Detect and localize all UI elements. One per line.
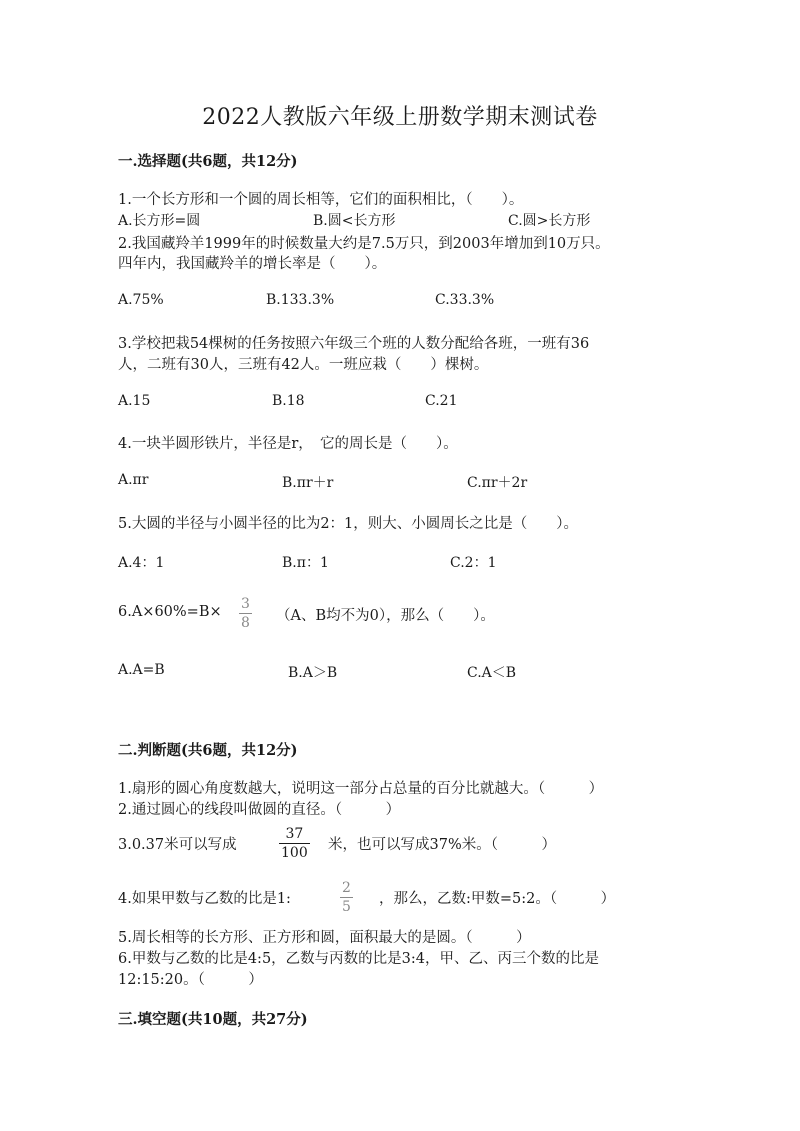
question-1-4: 4.一块半圆形铁片，半径是r， 它的周长是（ ）。: [118, 436, 458, 452]
section-heading-choice: 一.选择题(共6题，共12分): [118, 153, 298, 170]
fraction-bar: [279, 843, 310, 844]
question-1-3-line2: 人，二班有30人，三班有42人。一班应栽（ ）棵树。: [118, 357, 489, 373]
question-1-6-option-b: B.A＞B: [288, 665, 338, 681]
question-2-3-prefix: 3.0.37米可以写成: [118, 837, 237, 853]
question-1-6-option-c: C.A＜B: [467, 665, 517, 681]
section-heading-judgment: 二.判断题(共6题，共12分): [118, 742, 298, 759]
question-2-6-line2: 12:15:20。（ ）: [118, 972, 263, 988]
question-1-3-option-c: C.21: [425, 393, 458, 409]
question-1-4-option-c: C.πr＋2r: [467, 475, 528, 491]
question-1-3-option-b: B.18: [272, 393, 305, 409]
fraction-37-100: [279, 826, 310, 861]
question-1-5-option-b: B.π：1: [282, 555, 329, 571]
page-title: 2022人教版六年级上册数学期末测试卷: [202, 105, 598, 130]
question-1-5-option-a: A.4：1: [118, 555, 165, 571]
question-1-1: 1.一个长方形和一个圆的周长相等，它们的面积相比，（ ）。: [118, 192, 524, 208]
fraction-numerator: 3: [241, 596, 250, 612]
fraction-denominator: 8: [241, 615, 250, 631]
question-1-1-option-c: C.圆>长方形: [508, 213, 591, 229]
question-1-6-option-a: A.A=B: [118, 662, 165, 678]
question-2-5: 5.周长相等的长方形、正方形和圆，面积最大的是圆。（ ）: [118, 930, 531, 946]
question-1-2-line1: 2.我国藏羚羊1999年的时候数量大约是7.5万只，到2003年增加到10万只。: [118, 236, 610, 252]
question-2-6-line1: 6.甲数与乙数的比是4:5，乙数与丙数的比是3:4，甲、乙、丙三个数的比是: [118, 951, 600, 967]
question-1-2-line2: 四年内，我国藏羚羊的增长率是（ ）。: [118, 256, 387, 272]
question-1-6-suffix: （A、B均不为0），那么（ ）。: [276, 608, 495, 624]
question-1-5-option-c: C.2：1: [450, 555, 497, 571]
question-2-2: 2.通过圆心的线段叫做圆的直径。（ ）: [118, 802, 401, 818]
question-1-5: 5.大圆的半径与小圆半径的比为2：1，则大、小圆周长之比是（ ）。: [118, 516, 579, 532]
question-2-3-suffix: 米，也可以写成37%米。（ ）: [328, 837, 556, 853]
fraction-numerator: 2: [342, 880, 351, 896]
question-1-2-option-a: A.75%: [118, 292, 164, 308]
fraction-bar: [239, 613, 252, 614]
fraction-numerator: 37: [285, 826, 304, 842]
question-2-4-prefix: 4.如果甲数与乙数的比是1:: [118, 891, 291, 907]
fraction-denominator: 5: [342, 899, 351, 915]
question-1-4-option-a: A.πr: [118, 472, 149, 488]
question-1-1-option-a: A.长方形=圆: [118, 213, 201, 229]
question-1-3-option-a: A.15: [118, 393, 151, 409]
question-1-3-line1: 3.学校把栽54棵树的任务按照六年级三个班的人数分配给各班，一班有36: [118, 336, 590, 352]
section-heading-fill-blank: 三.填空题(共10题，共27分): [118, 1011, 308, 1028]
question-1-2-option-c: C.33.3%: [435, 292, 495, 308]
fraction-bar: [340, 897, 353, 898]
fraction-3-8: [239, 596, 252, 631]
question-1-4-option-b: B.πr＋r: [282, 475, 334, 491]
question-2-1: 1.扇形的圆心角度数越大，说明这一部分占总量的百分比就越大。（ ）: [118, 781, 604, 797]
fraction-2-5: [340, 880, 353, 915]
question-1-1-option-b: B.圆<长方形: [313, 213, 396, 229]
question-1-2-option-b: B.133.3%: [266, 292, 335, 308]
fraction-denominator: 100: [281, 845, 308, 861]
question-1-6-prefix: 6.A×60%=B×: [118, 604, 222, 620]
question-2-4-suffix: ，那么，乙数:甲数=5:2。（ ）: [379, 891, 616, 907]
